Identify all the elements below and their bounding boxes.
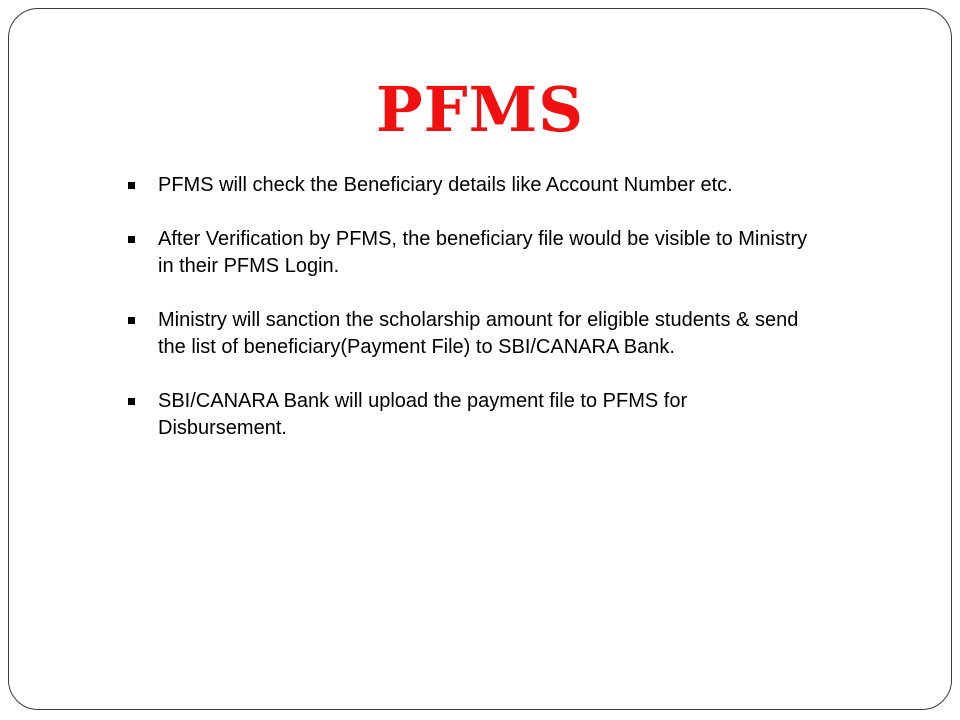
square-bullet-icon (128, 236, 135, 243)
bullet-item (128, 388, 808, 442)
bullet-item (128, 172, 808, 199)
bullet-list (128, 172, 808, 469)
square-bullet-icon (128, 398, 135, 405)
bullet-text: PFMS will check the Beneficiary details like Account Number etc. (158, 174, 733, 196)
square-bullet-icon (128, 317, 135, 324)
bullet-item (128, 226, 808, 280)
bullet-text: After Verification by PFMS, the beneficiary file would be visible to Ministry in their PFMS Login. (158, 228, 808, 277)
bullet-text: SBI/CANARA Bank will upload the payment file to PFMS for Disbursement. (158, 390, 688, 439)
square-bullet-icon (128, 182, 135, 189)
slide-title: PFMS (375, 73, 585, 146)
bullet-item (128, 307, 808, 361)
bullet-text: Ministry will sanction the scholarship amount for eligible students & send the list of beneficiary(Payment File) to SBI/CANARA Bank. (158, 309, 799, 358)
